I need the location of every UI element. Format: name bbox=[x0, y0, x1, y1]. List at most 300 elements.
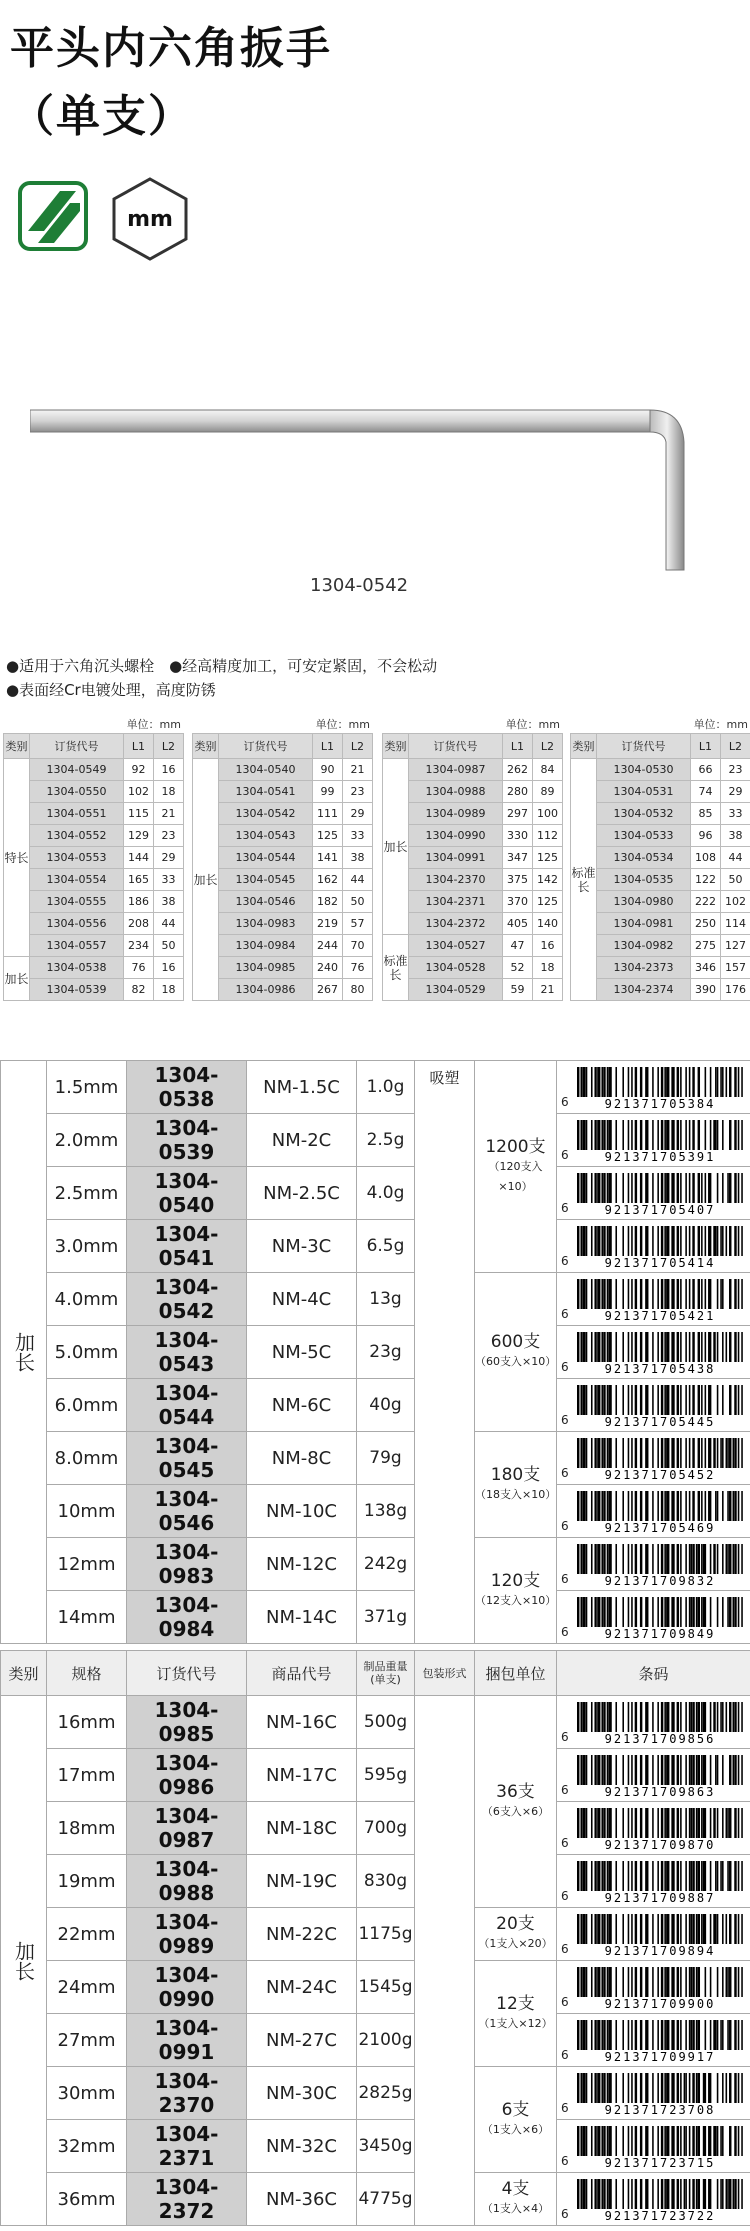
barcode-bar bbox=[591, 2020, 593, 2050]
barcode-bar bbox=[631, 2179, 633, 2209]
spec-l2: 176 bbox=[721, 979, 750, 1001]
barcode-bar bbox=[705, 1120, 707, 1150]
spec-l1: 162 bbox=[313, 869, 343, 891]
barcode-bar bbox=[610, 1702, 612, 1732]
spec-l2: 80 bbox=[343, 979, 373, 1001]
barcode-bar bbox=[603, 1491, 605, 1521]
barcode-bar bbox=[677, 1332, 679, 1362]
barcode-bar bbox=[628, 1067, 630, 1097]
size-cell: 32mm bbox=[47, 2120, 127, 2173]
barcode-bar bbox=[685, 1491, 687, 1521]
barcode-bar bbox=[610, 2179, 612, 2209]
barcode-bar bbox=[677, 1173, 679, 1203]
barcode-bar bbox=[610, 2073, 612, 2103]
spec-table-3 bbox=[382, 716, 562, 1001]
barcode-bar bbox=[722, 1702, 724, 1732]
barcode-bar bbox=[705, 2073, 707, 2103]
barcode-bar bbox=[657, 1914, 659, 1944]
barcode-bar bbox=[603, 1808, 605, 1838]
barcode-bar bbox=[586, 1967, 588, 1997]
barcode-bar bbox=[710, 1755, 712, 1785]
order-code-cell: 1304-0538 bbox=[127, 1061, 247, 1114]
spec-row bbox=[193, 847, 373, 869]
barcode-bar bbox=[717, 1967, 719, 1997]
barcode-bar bbox=[598, 1755, 600, 1785]
barcode-bar bbox=[696, 2073, 698, 2103]
barcode-bar bbox=[631, 2020, 633, 2050]
barcode-bar bbox=[680, 1226, 682, 1256]
barcode-graphic bbox=[575, 1753, 745, 1797]
barcode-bar bbox=[722, 1544, 724, 1574]
barcode-bar bbox=[689, 1385, 691, 1415]
barcode-bar bbox=[594, 1808, 596, 1838]
weight-cell: 830g bbox=[357, 1855, 415, 1908]
barcode-bar bbox=[601, 1332, 603, 1362]
spec-l1: 165 bbox=[124, 869, 154, 891]
barcode-bar bbox=[668, 1120, 670, 1150]
barcode-bar bbox=[692, 1755, 694, 1785]
barcode-bar bbox=[657, 1120, 659, 1150]
barcode-lead-digit: 6 bbox=[561, 1572, 569, 1586]
barcode-bar bbox=[726, 1544, 728, 1574]
barcode-bar bbox=[661, 1702, 663, 1732]
barcode-bar bbox=[628, 1755, 630, 1785]
spec-order-code: 1304-0980 bbox=[597, 891, 691, 913]
spec-order-code: 1304-0531 bbox=[597, 781, 691, 803]
spec-l2: 140 bbox=[533, 913, 563, 935]
barcode-bar bbox=[729, 2126, 731, 2156]
barcode-bar bbox=[652, 1385, 654, 1415]
spec-l2: 38 bbox=[721, 825, 750, 847]
barcode-bar bbox=[685, 1861, 687, 1891]
barcode-bar bbox=[647, 1544, 649, 1574]
bundle-cell bbox=[475, 2067, 557, 2173]
barcode-bar bbox=[647, 1861, 649, 1891]
barcode-bar bbox=[692, 2126, 694, 2156]
barcode-bar bbox=[577, 1385, 579, 1415]
spec-l1: 390 bbox=[691, 979, 721, 1001]
barcode-bar bbox=[615, 1491, 617, 1521]
barcode-bar bbox=[685, 1067, 687, 1097]
barcode-bar bbox=[677, 1755, 679, 1785]
barcode-bar bbox=[586, 2020, 588, 2050]
weight-cell: 2100g bbox=[357, 2014, 415, 2067]
barcode-bar bbox=[635, 2179, 637, 2209]
barcode-bar bbox=[652, 1067, 654, 1097]
barcode-graphic bbox=[575, 1489, 745, 1533]
barcode-bar bbox=[607, 2126, 609, 2156]
barcode-bar bbox=[733, 2179, 735, 2209]
barcode-bar bbox=[661, 1226, 663, 1256]
spec-l2: 44 bbox=[721, 847, 750, 869]
barcode-bar bbox=[596, 1967, 598, 1997]
barcode-bar bbox=[664, 1332, 666, 1362]
barcode-bar bbox=[594, 1332, 596, 1362]
barcode-bar bbox=[710, 1914, 712, 1944]
barcode-bar bbox=[691, 1808, 693, 1838]
barcode-bar bbox=[586, 2073, 588, 2103]
barcode-bar bbox=[717, 1067, 719, 1097]
barcode-bar bbox=[577, 2179, 579, 2209]
table-row bbox=[1, 1114, 750, 1167]
table-row bbox=[1, 1802, 750, 1855]
barcode-bar bbox=[586, 1279, 588, 1309]
barcode-bar bbox=[580, 1067, 582, 1097]
barcode-bar bbox=[596, 1332, 598, 1362]
barcode-bar bbox=[598, 2020, 600, 2050]
mm-label: mm bbox=[127, 207, 173, 232]
barcode-bar bbox=[727, 2020, 729, 2050]
barcode-bar bbox=[594, 1861, 596, 1891]
order-code-cell: 1304-0984 bbox=[127, 1591, 247, 1644]
table-row bbox=[1, 1749, 750, 1802]
bundle-note: （1支入×6） bbox=[481, 2122, 550, 2136]
product-code-cell: NM-6C bbox=[247, 1379, 357, 1432]
spec-l2: 125 bbox=[533, 847, 563, 869]
table-row bbox=[1, 1696, 750, 1749]
spec-row bbox=[193, 803, 373, 825]
bundle-note: （18支入×10） bbox=[475, 1487, 557, 1501]
barcode-lead-digit: 6 bbox=[561, 1307, 569, 1321]
barcode-bar bbox=[610, 1226, 612, 1256]
barcode-bar bbox=[584, 1226, 586, 1256]
barcode-bar bbox=[580, 1597, 582, 1627]
barcode-bar bbox=[657, 2126, 659, 2156]
spec-header-l2: L2 bbox=[721, 734, 750, 759]
barcode-bar bbox=[685, 2179, 687, 2209]
table-row bbox=[1, 1220, 750, 1273]
barcode-bar bbox=[622, 1544, 624, 1574]
barcode-bar bbox=[664, 1279, 666, 1309]
barcode-bar bbox=[680, 1861, 682, 1891]
barcode-bar bbox=[622, 2020, 624, 2050]
barcode-bar bbox=[734, 2126, 736, 2156]
barcode-bar bbox=[652, 1226, 654, 1256]
barcode-bar bbox=[657, 1808, 659, 1838]
barcode-bar bbox=[591, 1861, 593, 1891]
spec-row bbox=[4, 825, 184, 847]
barcode-bar bbox=[661, 1544, 663, 1574]
spec-l1: 182 bbox=[313, 891, 343, 913]
barcode-bar bbox=[705, 2020, 707, 2050]
spec-l2: 50 bbox=[343, 891, 373, 913]
barcode-bar bbox=[698, 1226, 700, 1256]
barcode-bar bbox=[607, 2020, 609, 2050]
barcode-bar bbox=[705, 1332, 707, 1362]
barcode-bar bbox=[615, 1385, 617, 1415]
barcode-bar bbox=[615, 1332, 617, 1362]
barcode-bar bbox=[622, 2073, 624, 2103]
spec-l2: 44 bbox=[154, 913, 184, 935]
barcode-bar bbox=[603, 2179, 605, 2209]
barcode-bar bbox=[580, 1861, 582, 1891]
barcode-bar bbox=[664, 1808, 666, 1838]
barcode-bar bbox=[685, 1544, 687, 1574]
spec-l2: 44 bbox=[343, 869, 373, 891]
barcode-bar bbox=[607, 1702, 609, 1732]
spec-row bbox=[4, 759, 184, 781]
barcode-bar bbox=[615, 1279, 617, 1309]
spec-l1: 275 bbox=[691, 935, 721, 957]
barcode-bar bbox=[689, 1544, 691, 1574]
barcode-bar bbox=[661, 1067, 663, 1097]
barcode-bar bbox=[580, 1914, 582, 1944]
barcode-bar bbox=[594, 2073, 596, 2103]
barcode-bar bbox=[684, 2126, 686, 2156]
spec-order-code: 1304-2372 bbox=[409, 913, 503, 935]
bundle-cell bbox=[475, 1432, 557, 1538]
barcode-bar bbox=[584, 2020, 586, 2050]
spec-order-code: 1304-0549 bbox=[30, 759, 124, 781]
weight-cell: 2825g bbox=[357, 2067, 415, 2120]
barcode-bar bbox=[738, 2126, 740, 2156]
order-code-cell: 1304-0991 bbox=[127, 2014, 247, 2067]
barcode-bar bbox=[652, 2179, 654, 2209]
spec-l1: 96 bbox=[691, 825, 721, 847]
barcode-bar bbox=[738, 1438, 740, 1468]
barcode-bar bbox=[652, 1967, 654, 1997]
barcode-number: 921371709887 bbox=[604, 1891, 716, 1903]
barcode-bar bbox=[657, 1173, 659, 1203]
barcode-bar bbox=[729, 1332, 731, 1362]
barcode-bar bbox=[657, 1491, 659, 1521]
barcode-bar bbox=[741, 2020, 743, 2050]
barcode-bar bbox=[577, 1544, 579, 1574]
barcode-bar bbox=[701, 1702, 703, 1732]
spec-order-code: 1304-0984 bbox=[219, 935, 313, 957]
barcode-graphic bbox=[575, 1912, 745, 1956]
product-code-cell: NM-18C bbox=[247, 1802, 357, 1855]
barcode-bar bbox=[673, 1120, 675, 1150]
barcode-bar bbox=[698, 2073, 700, 2103]
barcode-bar bbox=[696, 1702, 698, 1732]
weight-cell: 4.0g bbox=[357, 1167, 415, 1220]
barcode-bar bbox=[647, 2020, 649, 2050]
size-cell: 16mm bbox=[47, 1696, 127, 1749]
barcode-bar bbox=[734, 1861, 736, 1891]
barcode-bar bbox=[584, 1067, 586, 1097]
barcode-bar bbox=[603, 1702, 605, 1732]
barcode-bar bbox=[668, 1067, 670, 1097]
barcode-bar bbox=[577, 1702, 579, 1732]
barcode-bar bbox=[684, 2073, 686, 2103]
barcode-cell bbox=[557, 1485, 750, 1538]
spec-l1: 370 bbox=[503, 891, 533, 913]
barcode-bar bbox=[601, 2179, 603, 2209]
barcode-bar bbox=[603, 1861, 605, 1891]
barcode-bar bbox=[594, 1438, 596, 1468]
barcode-bar bbox=[577, 1755, 579, 1785]
product-code-cell: NM-8C bbox=[247, 1432, 357, 1485]
spec-row bbox=[383, 935, 563, 957]
order-code-cell: 1304-0539 bbox=[127, 1114, 247, 1167]
barcode-bar bbox=[715, 1067, 717, 1097]
barcode-bar bbox=[701, 1438, 703, 1468]
spec-l2: 89 bbox=[533, 781, 563, 803]
barcode-bar bbox=[733, 1755, 735, 1785]
barcode-bar bbox=[698, 1755, 700, 1785]
barcode-bar bbox=[615, 1173, 617, 1203]
barcode-bar bbox=[584, 2126, 586, 2156]
size-cell: 10mm bbox=[47, 1485, 127, 1538]
barcode-bar bbox=[596, 1173, 598, 1203]
bundle-cell bbox=[475, 1273, 557, 1432]
barcode-bar bbox=[628, 1702, 630, 1732]
table-row bbox=[1, 1061, 750, 1114]
barcode-graphic bbox=[575, 1330, 745, 1374]
barcode-graphic bbox=[575, 1171, 745, 1215]
barcode-bar bbox=[717, 1173, 719, 1203]
barcode-bar bbox=[689, 1702, 691, 1732]
barcode-bar bbox=[680, 1967, 682, 1997]
barcode-bar bbox=[661, 1914, 663, 1944]
barcode-bar bbox=[596, 2020, 598, 2050]
barcode-bar bbox=[596, 1914, 598, 1944]
barcode-bar bbox=[584, 2179, 586, 2209]
barcode-bar bbox=[664, 1173, 666, 1203]
barcode-bar bbox=[680, 2126, 682, 2156]
barcode-bar bbox=[673, 1067, 675, 1097]
feature-line: ●表面经Cr电镀处理，高度防锈 bbox=[6, 681, 216, 699]
spec-row bbox=[571, 825, 750, 847]
barcode-bar bbox=[722, 2126, 724, 2156]
packaging-cell: 吸塑 bbox=[415, 1061, 475, 1644]
barcode-bar bbox=[677, 1808, 679, 1838]
barcode-bar bbox=[734, 1173, 736, 1203]
barcode-bar bbox=[640, 1755, 642, 1785]
barcode-bar bbox=[628, 1544, 630, 1574]
barcode-bar bbox=[577, 1438, 579, 1468]
barcode-bar bbox=[722, 1120, 724, 1150]
bundle-note: （6支入×6） bbox=[481, 1804, 550, 1818]
barcode-bar bbox=[738, 1914, 740, 1944]
spec-order-code: 1304-2370 bbox=[409, 869, 503, 891]
spec-row bbox=[4, 891, 184, 913]
barcode-bar bbox=[661, 1332, 663, 1362]
barcode-bar bbox=[729, 1544, 731, 1574]
barcode-bar bbox=[734, 1385, 736, 1415]
barcode-bar bbox=[586, 1226, 588, 1256]
barcode-bar bbox=[657, 1385, 659, 1415]
spec-l2: 18 bbox=[154, 781, 184, 803]
barcode-bar bbox=[729, 1702, 731, 1732]
barcode-bar bbox=[692, 1173, 694, 1203]
spec-row bbox=[383, 913, 563, 935]
barcode-bar bbox=[673, 1755, 675, 1785]
barcode-bar bbox=[577, 1597, 579, 1627]
barcode-bar bbox=[631, 1808, 633, 1838]
bundle-cell bbox=[475, 2173, 557, 2226]
barcode-bar bbox=[677, 1967, 679, 1997]
barcode-bar bbox=[631, 1914, 633, 1944]
spec-row bbox=[571, 891, 750, 913]
barcode-bar bbox=[673, 1226, 675, 1256]
barcode-cell bbox=[557, 1591, 750, 1644]
spec-l2: 21 bbox=[533, 979, 563, 1001]
barcode-bar bbox=[577, 1173, 579, 1203]
barcode-bar bbox=[705, 1702, 707, 1732]
barcode-bar bbox=[726, 1967, 728, 1997]
barcode-bar bbox=[640, 1279, 642, 1309]
barcode-bar bbox=[668, 1332, 670, 1362]
weight-cell: 1.0g bbox=[357, 1061, 415, 1114]
barcode-bar bbox=[601, 1967, 603, 1997]
barcode-cell bbox=[557, 2014, 750, 2067]
barcode-bar bbox=[705, 1597, 707, 1627]
weight-cell: 3450g bbox=[357, 2120, 415, 2173]
spec-order-code: 1304-2371 bbox=[409, 891, 503, 913]
barcode-bar bbox=[705, 1067, 707, 1097]
barcode-bar bbox=[692, 1067, 694, 1097]
barcode-bar bbox=[584, 1332, 586, 1362]
barcode-bar bbox=[577, 1967, 579, 1997]
barcode-graphic bbox=[575, 1277, 745, 1321]
barcode-bar bbox=[598, 2179, 600, 2209]
barcode-bar bbox=[692, 1544, 694, 1574]
barcode-cell bbox=[557, 1749, 750, 1802]
barcode-bar bbox=[734, 1597, 736, 1627]
barcode-bar bbox=[729, 1173, 731, 1203]
barcode-bar bbox=[580, 1385, 582, 1415]
table-row bbox=[1, 1432, 750, 1485]
barcode-bar bbox=[692, 1332, 694, 1362]
product-code-cell: NM-5C bbox=[247, 1326, 357, 1379]
feature-line: ●适用于六角沉头螺栓 ●经高精度加工，可安定紧固，不会松动 bbox=[6, 657, 438, 675]
barcode-bar bbox=[668, 2073, 670, 2103]
barcode-bar bbox=[734, 1438, 736, 1468]
barcode-bar bbox=[698, 1808, 700, 1838]
spec-l1: 250 bbox=[691, 913, 721, 935]
barcode-bar bbox=[677, 2020, 679, 2050]
table-row bbox=[1, 1273, 750, 1326]
barcode-bar bbox=[668, 1544, 670, 1574]
product-code-cell: NM-17C bbox=[247, 1749, 357, 1802]
barcode-bar bbox=[698, 1279, 700, 1309]
barcode-cell bbox=[557, 1114, 750, 1167]
barcode-bar bbox=[701, 1385, 703, 1415]
spec-order-code: 1304-0552 bbox=[30, 825, 124, 847]
barcode-bar bbox=[668, 1702, 670, 1732]
unit-label: 单位：mm bbox=[315, 718, 370, 731]
barcode-bar bbox=[635, 1914, 637, 1944]
spec-l2: 18 bbox=[154, 979, 184, 1001]
barcode-bar bbox=[603, 1755, 605, 1785]
spec-category: 加长 bbox=[4, 957, 30, 1001]
spec-l2: 33 bbox=[154, 869, 184, 891]
order-code-cell: 1304-0545 bbox=[127, 1432, 247, 1485]
spec-row bbox=[383, 759, 563, 781]
spec-category: 加长 bbox=[193, 759, 219, 1001]
size-cell: 5.0mm bbox=[47, 1326, 127, 1379]
barcode-bar bbox=[677, 1491, 679, 1521]
barcode-cell bbox=[557, 1908, 750, 1961]
barcode-bar bbox=[610, 1597, 612, 1627]
barcode-bar bbox=[635, 2073, 637, 2103]
spec-order-code: 1304-0985 bbox=[219, 957, 313, 979]
spec-l2: 50 bbox=[154, 935, 184, 957]
barcode-bar bbox=[689, 2073, 691, 2103]
size-cell: 1.5mm bbox=[47, 1061, 127, 1114]
barcode-bar bbox=[657, 1755, 659, 1785]
barcode-bar bbox=[677, 1120, 679, 1150]
barcode-bar bbox=[622, 1226, 624, 1256]
spec-order-code: 1304-0538 bbox=[30, 957, 124, 979]
barcode-bar bbox=[717, 2179, 719, 2209]
order-code-cell: 1304-2371 bbox=[127, 2120, 247, 2173]
barcode-bar bbox=[607, 2179, 609, 2209]
barcode-bar bbox=[610, 1385, 612, 1415]
barcode-bar bbox=[715, 2020, 717, 2050]
